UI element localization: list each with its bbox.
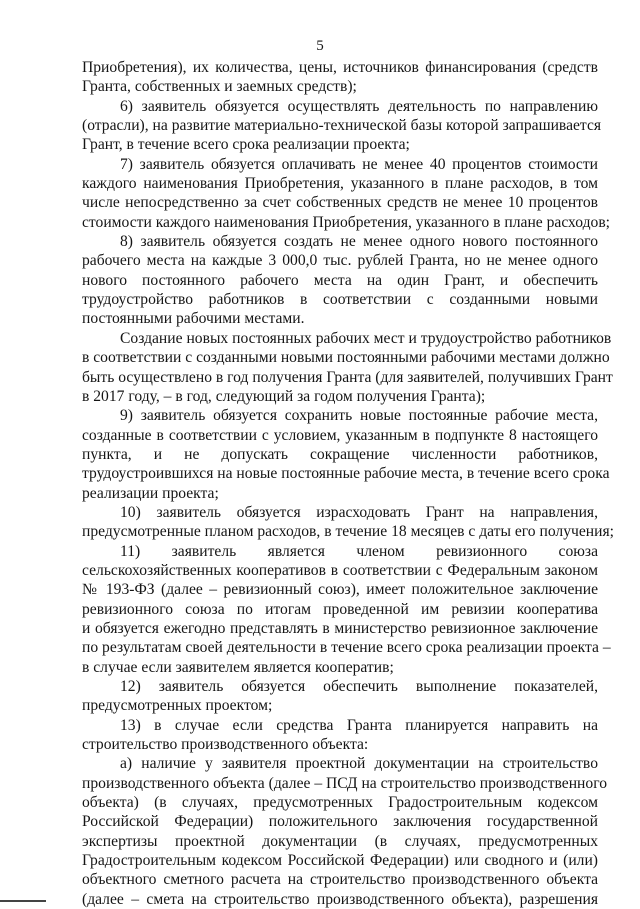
text-line: 9) заявитель обязуется сохранить новые постоянные рабочие места, [120,407,598,425]
text-line: производственного объекта (далее – ПСД на строительство производственного [82,774,607,792]
text-line: № 193-ФЗ (далее – ревизионный союз), имеет положительное заключение [82,581,598,599]
text-line: каждого наименования Приобретения, указанного в плане расходов, в том [82,175,598,193]
text-line: сельскохозяйственных кооперативов в соответствии с Федеральным законом [82,561,598,579]
document-body [82,58,614,909]
text-line: а) наличие у заявителя проектной документации на строительство [120,755,598,773]
text-line: Градостроительным кодексом Российской Федерации) или сводного и (или) [82,852,598,870]
text-line: 11) заявитель является членом ревизионного союза [120,542,598,560]
text-line: Грант, в течение всего срока реализации проекта; [82,136,410,154]
text-line: в 2017 году, – в год, следующий за годом получения Гранта); [82,387,486,405]
text-line: Приобретения), их количества, цены, источников финансирования (средств [82,59,598,76]
text-line: в соответствии с созданными новыми постоянными рабочими местами должно [82,349,610,367]
text-line: числе непосредственно за счет собственных средств не менее 10 процентов [82,194,598,212]
text-line: экспертизы проектной документации (в случаях, предусмотренных [82,832,598,850]
text-line: Российской Федерации) положительного заключения государственной [82,813,598,831]
text-line: объектного сметного расчета на строительство производственного объекта [82,871,598,889]
text-line: стоимости каждого наименования Приобретения, указанного в плане расходов; [82,213,611,231]
text-line: 10) заявитель обязуется израсходовать Грант на направления, [120,503,598,521]
text-line: быть осуществлено в год получения Гранта (для заявителей, получивших Грант [82,368,613,386]
text-line: предусмотренные планом расходов, в течение 18 месяцев с даты его получения; [82,523,614,541]
text-line: реализации проекта; [82,484,219,502]
text-line: объекта) (в случаях, предусмотренных Градостроительным кодексом [82,794,598,812]
text-line: ревизионного союза по итогам проведенной им ревизии кооператива [82,600,598,618]
text-line: в случае если заявителем является кооператив; [82,658,394,676]
text-line: 12) заявитель обязуется обеспечить выполнение показателей, [120,678,598,695]
text-line: рабочего места на каждые 3 000,0 тыс. рублей Гранта, но не менее одного [82,252,598,270]
text-line: пункта, и не допускать сокращение численности работников, [82,445,598,463]
text-line: 7) заявитель обязуется оплачивать не менее 40 процентов стоимости [120,155,598,173]
text-line: трудоустроившихся на новые постоянные рабочие места, в течение всего срока [82,465,610,483]
text-line: 8) заявитель обязуется создать не менее одного нового постоянного [120,233,598,251]
text-line: Создание новых постоянных рабочих мест и трудоустройство работников [120,329,612,347]
text-line: постоянными рабочими местами. [82,310,305,328]
text-line: и обязуется ежегодно представлять в министерство ревизионное заключение [82,619,598,637]
text-line: созданные в соответствии с условием, указанным в подпункте 8 настоящего [82,426,598,444]
text-line: 13) в случае если средства Гранта планируется направить на [120,716,598,734]
text-line: по результатам своей деятельности в течение всего срока реализации проекта – [82,639,611,657]
scan-edge-mark [0,900,46,902]
text-line: (отрасли), на развитие материально-технической базы которой запрашивается [82,117,602,135]
text-line: предусмотренных проектом; [82,697,273,715]
text-line: (далее – смета на строительство производственного объекта), разрешения [82,890,598,908]
text-line: Гранта, собственных и заемных средств); [82,78,357,96]
text-line: трудоустройство работников в соответствии с созданными новыми [82,291,598,309]
text-line: 6) заявитель обязуется осуществлять деятельность по направлению [120,97,598,115]
page-number: 5 [316,38,324,54]
text-line: нового постоянного рабочего места на один Грант, и обеспечить [82,271,598,289]
text-line: строительство производственного объекта: [82,736,369,754]
